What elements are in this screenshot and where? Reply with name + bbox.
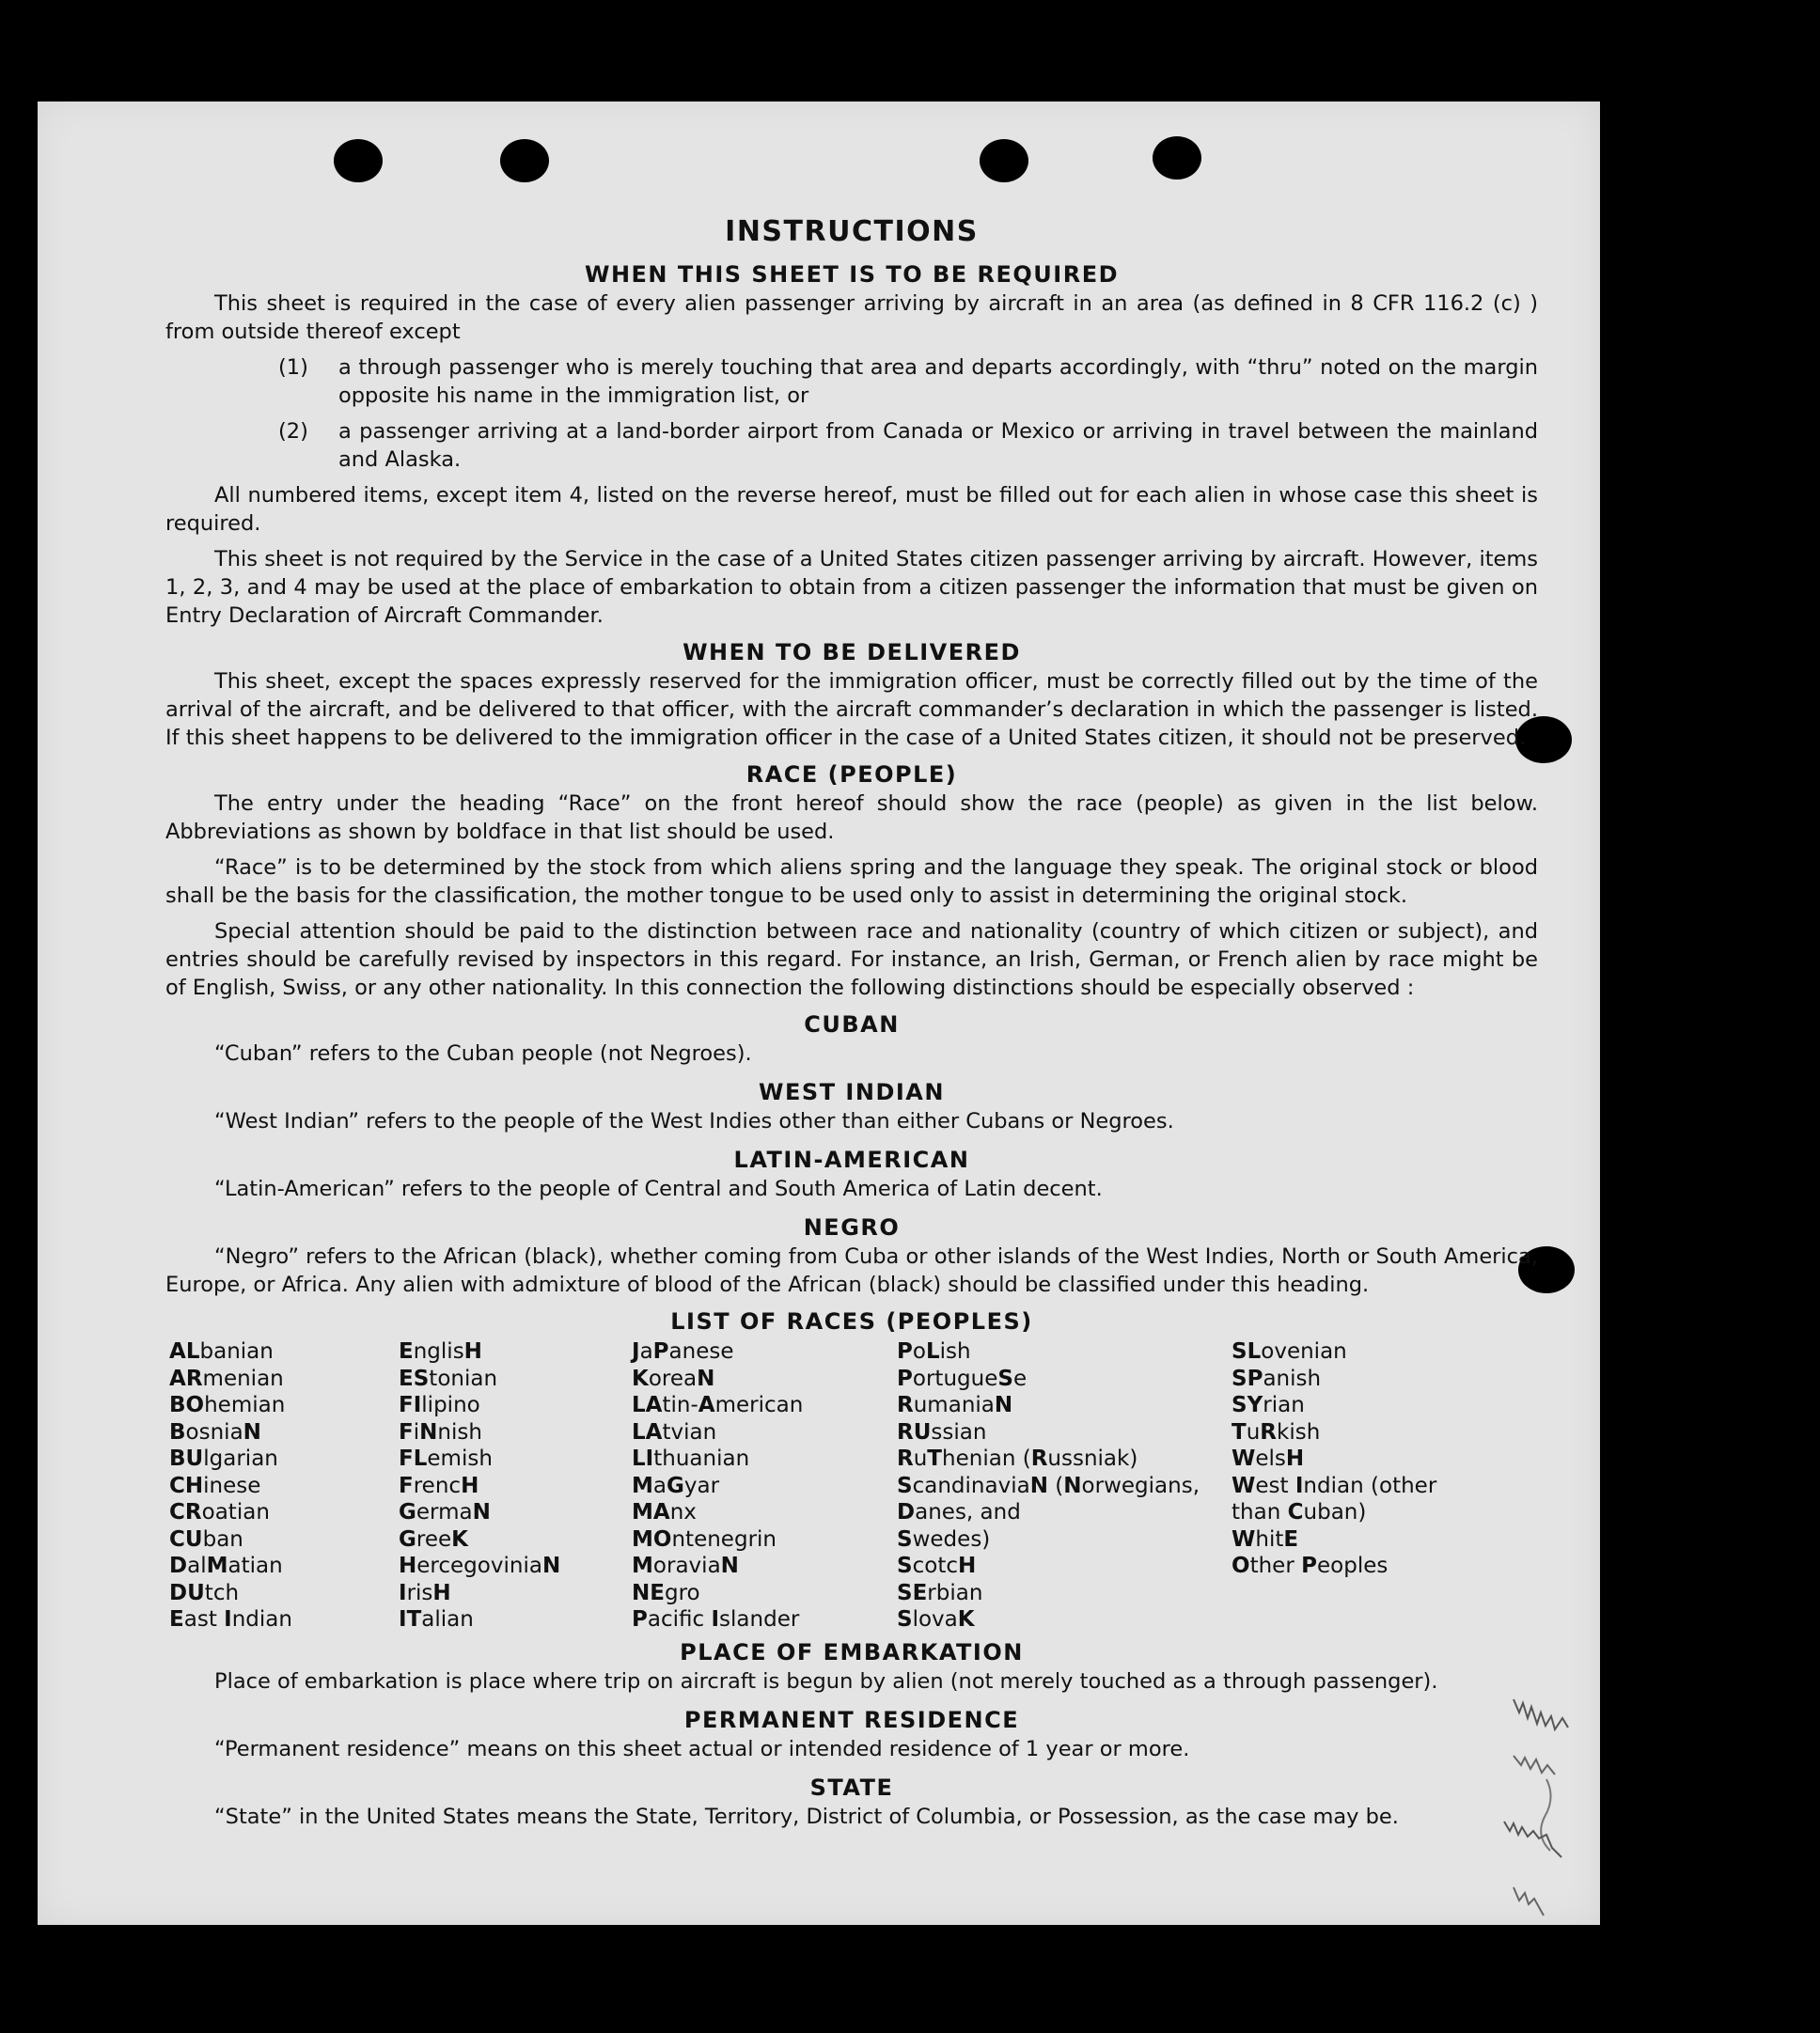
item-text: a passenger arriving at a land-border airport from Canada or Mexico or arriving in travel between the mainland and Alaska.	[338, 419, 1538, 472]
heading-when-required: WHEN THIS SHEET IS TO BE REQUIRED	[584, 261, 1120, 288]
races-column	[1232, 1338, 1476, 1634]
race-entry: NEgro	[632, 1580, 700, 1605]
race-entry: FrencH	[399, 1473, 479, 1498]
race-entry: MoraviaN	[632, 1554, 739, 1578]
race-entry: ITalian	[399, 1607, 474, 1632]
race-paragraph-1: The entry under the heading “Race” on the front hereof should show the race (people) as given in the list below. Abbreviations as shown by boldface in that list should be used.	[165, 791, 1538, 844]
race-entry: MOntenegrin	[632, 1526, 777, 1552]
punch-hole	[334, 139, 383, 182]
punch-hole	[1153, 136, 1201, 180]
race-entry: DalMatian	[169, 1554, 283, 1578]
exception-item	[165, 353, 1538, 410]
race-entry: GreeK	[399, 1526, 468, 1552]
heading-place-of-embarkation: PLACE OF EMBARKATION	[680, 1638, 1024, 1665]
race-entry: CRoatian	[169, 1500, 270, 1525]
state-definition: “State” in the United States means the State, Territory, District of Columbia, or Possession, as the case may be.	[214, 1804, 1399, 1829]
race-entry: FiNnish	[399, 1419, 482, 1445]
race-entry: FIlipino	[399, 1393, 480, 1417]
race-entry: WelsH	[1232, 1447, 1305, 1471]
race-entry: CHinese	[169, 1473, 261, 1498]
document-page	[38, 102, 1600, 1925]
citizen-paragraph: This sheet is not required by the Service in the case of a United States citizen passenger arriving by aircraft. However, items 1, 2, 3, and 4 may be used at the place of embarkation to obtain from a citizen passenger the information that must be given on Entry Declaration of Aircraft Commander.	[165, 547, 1538, 628]
race-entry: East Indian	[169, 1607, 292, 1632]
when-delivered-text: This sheet, except the spaces expressly reserved for the immigration officer, must be correctly filled out by the time of the arrival of the aircraft, and be delivered to that officer, with the aircraft commander’s declaration in which the passenger is listed. If this sheet happens to be delivered to the immigration officer in the case of a United States citizen, it should not be preserved.	[165, 669, 1538, 750]
race-entry: MaGyar	[632, 1473, 720, 1498]
race-entry: Danes, and	[897, 1500, 1021, 1525]
negro-definition: “Negro” refers to the African (black), whether coming from Cuba or other islands of the West Indies, North or South America, Europe, or Africa. Any alien with admixture of blood of the African (black) should be classified under this heading.	[165, 1244, 1538, 1297]
race-entry: EnglisH	[399, 1339, 482, 1364]
race-entry: DUtch	[169, 1580, 240, 1605]
race-entry: BUlgarian	[169, 1447, 278, 1471]
race-entry: JaPanese	[632, 1339, 734, 1364]
race-entry: SPanish	[1232, 1366, 1322, 1391]
races-column	[399, 1338, 632, 1634]
heading-negro: NEGRO	[803, 1214, 901, 1241]
race-entry: FLemish	[399, 1447, 493, 1471]
instructions-content	[165, 214, 1538, 1840]
races-column	[169, 1338, 399, 1634]
item-text: a through passenger who is merely touching that area and departs accordingly, with “thru” noted on the margin opposite his name in the immigration list, or	[338, 355, 1538, 408]
race-entry: WhitE	[1232, 1526, 1299, 1552]
races-column	[632, 1338, 897, 1634]
race-entry: PortugueSe	[897, 1366, 1028, 1391]
permanent-residence-definition: “Permanent residence” means on this sheet actual or intended residence of 1 year or more.	[214, 1736, 1190, 1761]
race-entry: ScotcH	[897, 1554, 977, 1578]
race-paragraph-2: “Race” is to be determined by the stock from which aliens spring and the language they speak. The original stock or blood shall be the basis for the classification, the mother tongue to be used only to assist in determining the original stock.	[165, 855, 1538, 908]
numbered-items-paragraph: All numbered items, except item 4, listed on the reverse hereof, must be filled out for each alien in whose case this sheet is required.	[165, 483, 1538, 536]
race-entry: PoLish	[897, 1339, 971, 1364]
heading-list-of-races: LIST OF RACES (PEOPLES)	[670, 1308, 1033, 1335]
race-entry: LAtin-American	[632, 1393, 804, 1417]
when-required-intro: This sheet is required in the case of every alien passenger arriving by aircraft in an area (as defined in 8 CFR 116.2 (c) ) from outside thereof except	[165, 291, 1538, 344]
cuban-definition: “Cuban” refers to the Cuban people (not Negroes).	[214, 1041, 752, 1066]
west-indian-definition: “West Indian” refers to the people of the West Indies other than either Cubans or Negroes.	[214, 1109, 1174, 1134]
race-paragraph-3: Special attention should be paid to the distinction between race and nationality (country of which citizen or subject), and entries should be carefully revised by inspectors in this regard. For instance, an Irish, German, or French alien by race might be of English, Swiss, or any other nationality. In this connection the following distinctions should be especially observed :	[165, 919, 1538, 1000]
heading-permanent-residence: PERMANENT RESIDENCE	[683, 1706, 1020, 1733]
race-entry: West Indian (other	[1232, 1473, 1437, 1498]
race-entry: than Cuban)	[1232, 1500, 1367, 1525]
races-column	[897, 1338, 1232, 1634]
heading-race: RACE (PEOPLE)	[745, 761, 958, 788]
exception-item	[165, 417, 1538, 474]
heading-state: STATE	[809, 1774, 894, 1801]
race-entry: CUban	[169, 1526, 243, 1552]
race-entry: IrisH	[399, 1580, 451, 1605]
race-entry: Pacifc Islander	[632, 1607, 800, 1632]
race-entry: BOhemian	[169, 1393, 286, 1417]
page-title: INSTRUCTIONS	[725, 215, 979, 248]
latin-american-definition: “Latin-American” refers to the people of Central and South America of Latin decent.	[214, 1177, 1103, 1201]
race-entry: SlovaK	[897, 1607, 975, 1632]
race-entry: Swedes)	[897, 1526, 991, 1552]
race-entry: GermaN	[399, 1500, 491, 1525]
race-entry: ScandinaviaN (Norwegians,	[897, 1473, 1200, 1498]
heading-cuban: CUBAN	[804, 1011, 900, 1038]
race-entry: LIthuanian	[632, 1447, 750, 1471]
race-entry: RumaniaN	[897, 1393, 1013, 1417]
race-entry: ARmenian	[169, 1366, 284, 1391]
heading-latin-american: LATIN-AMERICAN	[733, 1147, 970, 1173]
race-entry: BosniaN	[169, 1419, 261, 1445]
race-entry: MAnx	[632, 1500, 697, 1525]
place-of-embarkation-definition: Place of embarkation is place where trip on aircraft is begun by alien (not merely touched as a through passenger).	[214, 1668, 1438, 1694]
heading-west-indian: WEST INDIAN	[759, 1079, 945, 1105]
heading-when-delivered: WHEN TO BE DELIVERED	[682, 639, 1021, 665]
punch-hole	[980, 139, 1028, 182]
race-entry: SLovenian	[1232, 1339, 1347, 1364]
race-entry: EStonian	[399, 1366, 498, 1391]
race-entry: Other Peoples	[1232, 1554, 1389, 1578]
item-number: (2)	[278, 419, 308, 444]
race-entry: SYrian	[1232, 1393, 1305, 1417]
race-entry: LAtvian	[632, 1419, 717, 1445]
race-entry: ALbanian	[169, 1339, 274, 1364]
race-entry: KoreaN	[632, 1366, 715, 1391]
races-list	[169, 1338, 1538, 1634]
punch-hole	[500, 139, 549, 182]
race-entry: RUssian	[897, 1419, 987, 1445]
race-entry: SErbian	[897, 1580, 983, 1605]
item-number: (1)	[278, 355, 308, 380]
race-entry: TuRkish	[1232, 1419, 1321, 1445]
race-entry: RuThenian (Russniak)	[897, 1447, 1138, 1471]
race-entry: HercegoviniaN	[399, 1554, 561, 1578]
